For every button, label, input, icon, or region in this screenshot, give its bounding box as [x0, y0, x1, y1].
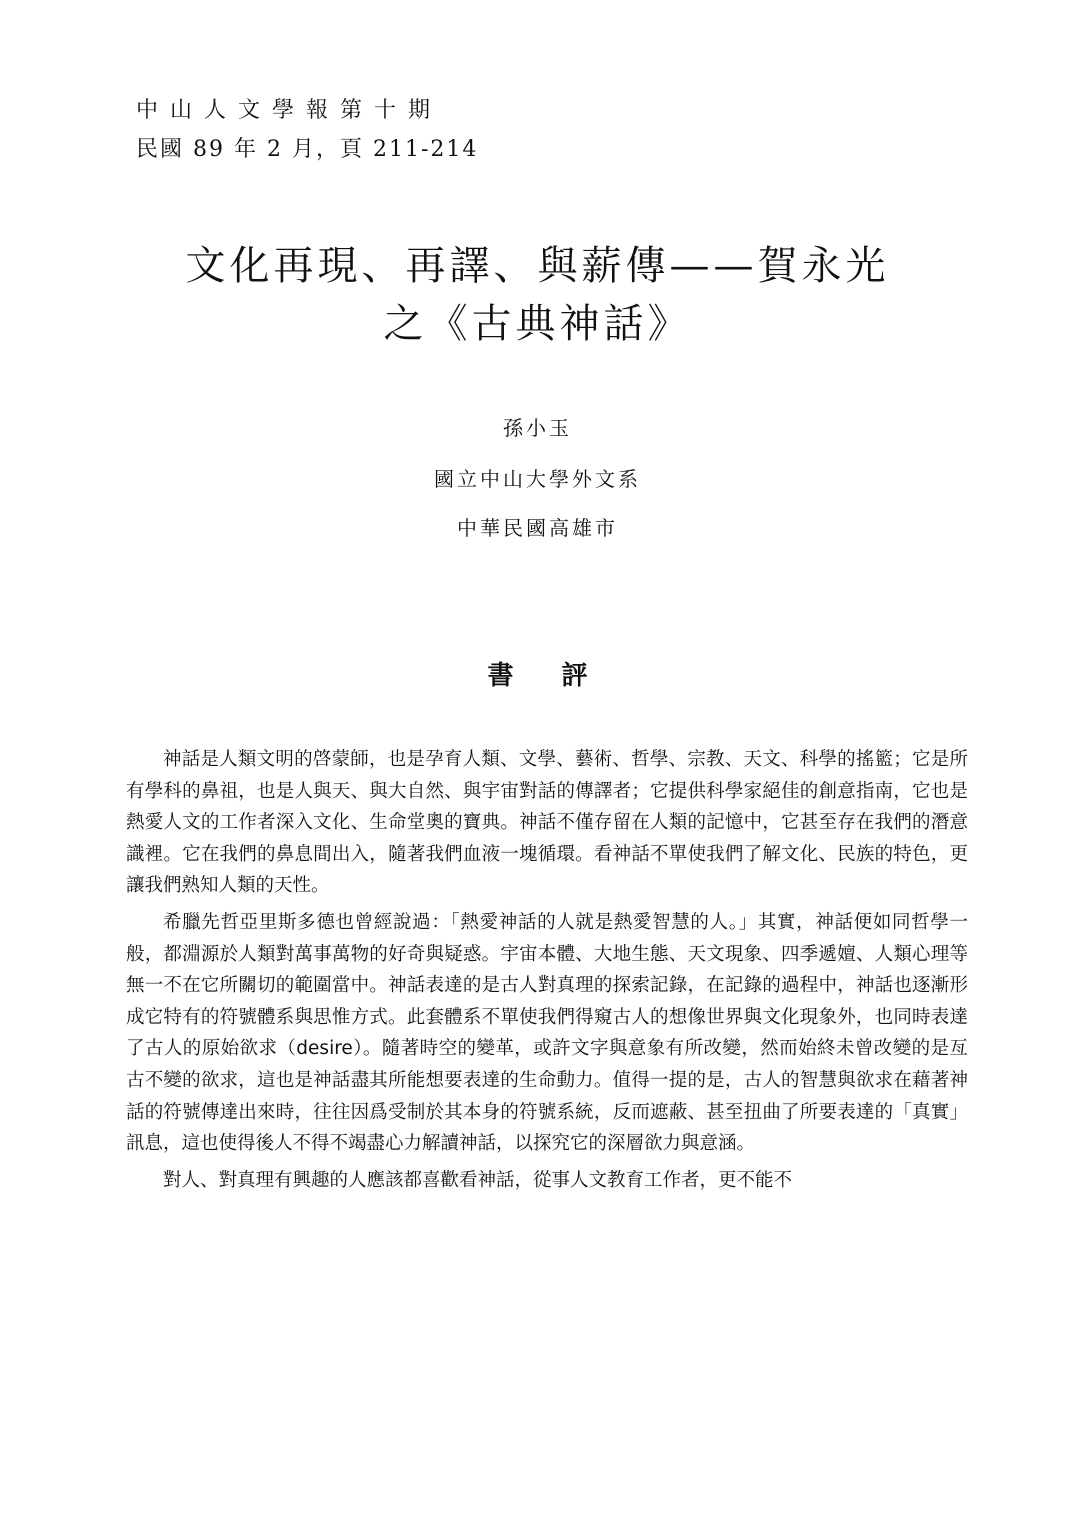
article-title-line-2: 之《古典神話》 — [383, 301, 692, 347]
body-paragraph: 對人、對真理有興趣的人應該都喜歡看神話，從事人文教育工作者，更不能不 — [163, 1169, 793, 1191]
author-location: 中華民國高雄市 — [457, 516, 618, 540]
journal-name: 中山人文學報第十期 — [136, 98, 443, 123]
section-heading: 書評 — [487, 661, 636, 691]
author-name: 孫小玉 — [503, 416, 572, 440]
author-affiliation: 國立中山大學外文系 — [434, 467, 641, 491]
article-title-line-1: 文化再現、再譯、與薪傳——賀永光 — [185, 243, 890, 289]
journal-issue-date-pages: 民國 89 年 2 月，頁 211-214 — [136, 137, 479, 162]
body-paragraph: 神話是人類文明的啓蒙師，也是孕育人類、文學、藝術、哲學、宗教、天文、科學的搖籃；它是所有學科的鼻祖，也是人與天、與大自然、與宇宙對話的傳譯者；它提供科學家絕佳的創意指南，它也是熱愛人文的工作者深入文化、生命堂奧的寶典。神話不僅存留在人類的記憶中，它甚至存在我們的潛意識裡。它在我們的鼻息間出入，隨著我們血液一塊循環。看神話不單使我們了解文化、民族的特色，更讓我們熟知人類的天性。 — [126, 749, 968, 897]
body-paragraph: 希臘先哲亞里斯多德也曾經說過：「熱愛神話的人就是熱愛智慧的人。」其實，神話便如同哲學一般，都淵源於人類對萬事萬物的好奇與疑惑。宇宙本體、大地生態、天文現象、四季遞嬗、人類心理等無一不在它所關切的範圍當中。神話表達的是古人對真理的探索記錄，在記錄的過程中，神話也逐漸形成它特有的符號體系與思惟方式。此套體系不單使我們得窺古人的想像世界與文化現象外，也同時表達了古人的原始欲求（desire）。隨著時空的變革，或許文字與意象有所改變，然而始終未曾改變的是亙古不變的欲求，這也是神話盡其所能想要表達的生命動力。值得一提的是，古人的智慧與欲求在藉著神話的符號傳達出來時，往往因爲受制於其本身的符號系統，反而遮蔽、甚至扭曲了所要表達的「真實」訊息，這也使得後人不得不竭盡心力解讀神話，以探究它的深層欲力與意涵。 — [126, 911, 968, 1155]
article-body — [126, 744, 968, 1201]
